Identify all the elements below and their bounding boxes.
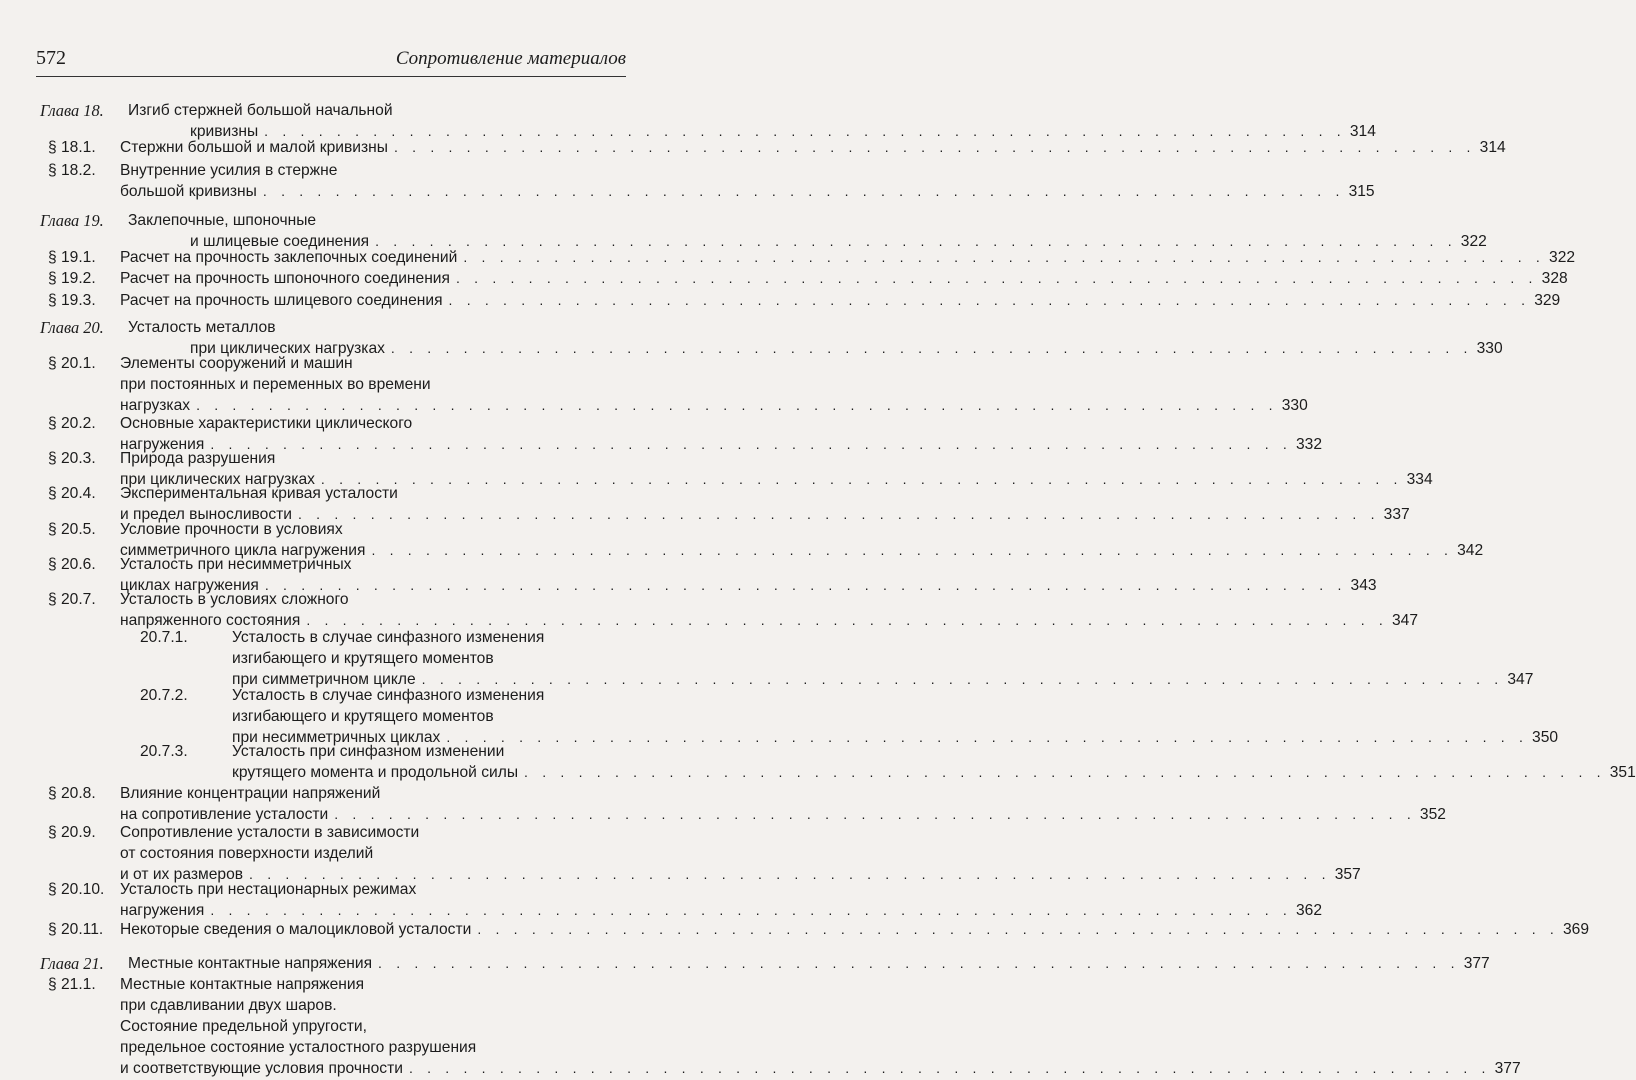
entry-title: нагружения xyxy=(120,436,205,453)
section-number: § 20.2. xyxy=(48,415,96,432)
dot-leader: . . . . . . . . . . . . . . . . . . . . . . . . . . . . . . . . . . . . . . . . . . . . . . . . . . . . . . . . . . . . xyxy=(477,921,1559,937)
entry-title: кривизны xyxy=(190,123,259,140)
page-ref: 332 xyxy=(1295,436,1323,453)
dot-leader: . . . . . . . . . . . . . . . . . . . . . . . . . . . . . . . . . . . . . . . . . . . . . . . . . . . . . . . . . . . . xyxy=(298,506,1380,522)
chapter-title-line xyxy=(128,100,626,121)
subsection-number: 20.7.2. xyxy=(140,687,188,704)
running-title: Сопротивление материалов xyxy=(395,48,626,69)
dot-leader: . . . . . . . . . . . . . . . . . . . . . . . . . . . . . . . . . . . . . . . . . . . . . . . . . . . . . . . . . . . . xyxy=(446,729,1529,745)
section-number: § 20.6. xyxy=(48,556,96,573)
chapter-label: Глава 20. xyxy=(40,318,104,337)
page-ref: 314 xyxy=(1349,123,1376,140)
entry-title: Усталость в случае синфазного изменения xyxy=(232,687,545,704)
section-title-line xyxy=(120,589,626,610)
section-number: § 19.1. xyxy=(48,249,96,266)
entry-title: циклах нагружения xyxy=(120,577,259,594)
subsection-title-line xyxy=(232,741,626,762)
dot-leader: . . . . . . . . . . . . . . . . . . . . . . . . . . . . . . . . . . . . . . . . . . . . . . . . . . . . . . . . . . . . xyxy=(264,577,1347,593)
entry-title: Расчет на прочность заклепочных соединений xyxy=(120,249,458,266)
entry-title: большой кривизны xyxy=(120,183,257,200)
entry-title: Усталость в случае синфазного изменения xyxy=(232,629,545,646)
entry-title: Влияние концентрации напряжений xyxy=(120,785,381,802)
dot-leader: . . . . . . . . . . . . . . . . . . . . . . . . . . . . . . . . . . . . . . . . . . . . . . . . . . . . . . . . . . . . xyxy=(375,233,1457,249)
section-number: § 20.1. xyxy=(48,355,96,372)
section-title-line xyxy=(120,995,626,1016)
dot-leader: . . . . . . . . . . . . . . . . . . . . . . . . . . . . . . . . . . . . . . . . . . . . . . . . . . . . . . . . . . . . xyxy=(463,249,1546,265)
entry-title: Усталость при нестационарных режимах xyxy=(120,881,417,898)
dot-leader: . . . . . . . . . . . . . . . . . . . . . . . . . . . . . . . . . . . . . . . . . . . . . . . . . . . . . . . . . . . . xyxy=(524,764,1606,780)
chapter-label: Глава 19. xyxy=(40,211,104,230)
section-number: § 20.9. xyxy=(48,824,96,841)
section-title-line xyxy=(120,290,1561,311)
subsection-title-line xyxy=(232,648,626,669)
section-number: § 18.1. xyxy=(48,139,96,156)
section-title-line xyxy=(120,554,626,575)
section-number: § 20.8. xyxy=(48,785,96,802)
entry-title: Внутренние усилия в стержне xyxy=(120,162,338,179)
dot-leader: . . . . . . . . . . . . . . . . . . . . . . . . . . . . . . . . . . . . . . . . . . . . . . . . . . . . . . . . . . . . xyxy=(334,806,1416,822)
section-title-line xyxy=(120,483,626,504)
page-ref: 369 xyxy=(1562,921,1590,938)
chapter-title-line xyxy=(128,210,626,231)
entry-title: Усталость в условиях сложного xyxy=(120,591,349,608)
entry-title: при циклических нагрузках xyxy=(190,340,385,357)
page-ref: 334 xyxy=(1406,471,1433,488)
section-title-line xyxy=(120,181,1375,202)
section-number: § 20.10. xyxy=(48,881,105,898)
entry-title: Сопротивление усталости в зависимости xyxy=(120,824,420,841)
entry-title: от состояния поверхности изделий xyxy=(120,845,374,862)
chapter-label: Глава 18. xyxy=(40,101,104,120)
chapter-label: Глава 21. xyxy=(40,954,104,973)
dot-leader: . . . . . . . . . . . . . . . . . . . . . . . . . . . . . . . . . . . . . . . . . . . . . . . . . . . . . . . . . . . . xyxy=(378,955,1460,971)
page-ref: 314 xyxy=(1479,139,1506,156)
section-title-line xyxy=(120,353,626,374)
section-title-line xyxy=(120,519,626,540)
page-ref: 352 xyxy=(1419,806,1446,823)
entry-title: симметричного цикла нагружения xyxy=(120,542,366,559)
section-title-line xyxy=(120,843,626,864)
entry-title: Усталость металлов xyxy=(128,319,276,336)
section-number: § 19.3. xyxy=(48,292,96,309)
dot-leader: . . . . . . . . . . . . . . . . . . . . . . . . . . . . . . . . . . . . . . . . . . . . . . . . . . . . . . . . . . . . xyxy=(210,902,1292,918)
page-ref: 362 xyxy=(1295,902,1323,919)
section-title-line xyxy=(120,919,1590,940)
page-ref: 357 xyxy=(1334,866,1361,883)
section-title-line xyxy=(120,247,1576,268)
subsection-number: 20.7.3. xyxy=(140,743,188,760)
page-ref: 322 xyxy=(1549,249,1576,266)
dot-leader: . . . . . . . . . . . . . . . . . . . . . . . . . . . . . . . . . . . . . . . . . . . . . . . . . . . . . . . . . . . . xyxy=(421,671,1504,687)
dot-leader: . . . . . . . . . . . . . . . . . . . . . . . . . . . . . . . . . . . . . . . . . . . . . . . . . . . . . . . . . . . . xyxy=(210,436,1292,452)
section-number: § 20.3. xyxy=(48,450,96,467)
section-title-line xyxy=(120,1037,626,1058)
entry-title: на сопротивление усталости xyxy=(120,806,329,823)
section-title-line xyxy=(120,900,1323,921)
section-number: § 20.11. xyxy=(48,921,104,938)
section-title-line xyxy=(120,822,626,843)
subsection-title-line xyxy=(232,627,626,648)
entry-title: Элементы сооружений и машин xyxy=(120,355,353,372)
section-title-line xyxy=(120,268,1568,289)
section-title-line xyxy=(120,448,626,469)
entry-title: напряженного состояния xyxy=(120,612,301,629)
chapter-title-line xyxy=(128,317,626,338)
dot-leader: . . . . . . . . . . . . . . . . . . . . . . . . . . . . . . . . . . . . . . . . . . . . . . . . . . . . . . . . . . . . xyxy=(196,397,1278,413)
section-title-line xyxy=(120,783,626,804)
section-number: § 18.2. xyxy=(48,162,96,179)
entry-title: и соответствующие условия прочности xyxy=(120,1060,403,1077)
subsection-title-line xyxy=(232,762,1636,783)
page-ref: 351 xyxy=(1609,764,1636,781)
dot-leader: . . . . . . . . . . . . . . . . . . . . . . . . . . . . . . . . . . . . . . . . . . . . . . . . . . . . . . . . . . . . xyxy=(264,123,1346,139)
page-ref: 322 xyxy=(1460,233,1487,250)
entry-title: и от их размеров xyxy=(120,866,244,883)
page-ref: 328 xyxy=(1541,270,1568,287)
page-number: 572 xyxy=(36,47,66,69)
page-ref: 315 xyxy=(1348,183,1375,200)
dot-leader: . . . . . . . . . . . . . . . . . . . . . . . . . . . . . . . . . . . . . . . . . . . . . . . . . . . . . . . . . . . . xyxy=(393,139,1476,155)
dot-leader: . . . . . . . . . . . . . . . . . . . . . . . . . . . . . . . . . . . . . . . . . . . . . . . . . . . . . . . . . . . . xyxy=(249,866,1331,882)
dot-leader: . . . . . . . . . . . . . . . . . . . . . . . . . . . . . . . . . . . . . . . . . . . . . . . . . . . . . . . . . . . . xyxy=(320,471,1403,487)
entry-title: при сдавливании двух шаров. xyxy=(120,997,337,1014)
section-number: § 20.7. xyxy=(48,591,96,608)
dot-leader: . . . . . . . . . . . . . . . . . . . . . . . . . . . . . . . . . . . . . . . . . . . . . . . . . . . . . . . . . . . . xyxy=(306,612,1388,628)
page-ref: 330 xyxy=(1281,397,1308,414)
subsection-title-line xyxy=(232,706,626,727)
entry-title: Состояние предельной упругости, xyxy=(120,1018,367,1035)
entry-title: Условие прочности в условиях xyxy=(120,521,343,538)
entry-title: при симметричном цикле xyxy=(232,671,416,688)
entry-title: Заклепочные, шпоночные xyxy=(128,212,317,229)
page-ref: 330 xyxy=(1476,340,1503,357)
dot-leader: . . . . . . . . . . . . . . . . . . . . . . . . . . . . . . . . . . . . . . . . . . . . . . . . . . . . . . . . . . . . xyxy=(371,542,1454,558)
entry-title: и предел выносливости xyxy=(120,506,292,523)
section-number: § 20.5. xyxy=(48,521,96,538)
entry-title: изгибающего и крутящего моментов xyxy=(232,650,494,667)
section-title-line xyxy=(120,879,626,900)
dot-leader: . . . . . . . . . . . . . . . . . . . . . . . . . . . . . . . . . . . . . . . . . . . . . . . . . . . . . . . . . . . . xyxy=(448,292,1531,308)
entry-title: Местные контактные напряжения xyxy=(128,955,373,972)
dot-leader: . . . . . . . . . . . . . . . . . . . . . . . . . . . . . . . . . . . . . . . . . . . . . . . . . . . . . . . . . . . . xyxy=(455,270,1538,286)
entry-title: Расчет на прочность шпоночного соединения xyxy=(120,270,450,287)
page-ref: 350 xyxy=(1532,729,1559,746)
page-ref: 343 xyxy=(1350,577,1377,594)
chapter-title-line xyxy=(128,953,1490,974)
entry-title: Усталость при синфазном изменении xyxy=(232,743,505,760)
entry-title: при несимметричных циклах xyxy=(232,729,441,746)
entry-title: изгибающего и крутящего моментов xyxy=(232,708,494,725)
page-ref: 377 xyxy=(1463,955,1490,972)
entry-title: Местные контактные напряжения xyxy=(120,976,365,993)
page-ref: 342 xyxy=(1457,542,1484,559)
entry-title: крутящего момента и продольной силы xyxy=(232,764,519,781)
entry-title: Расчет на прочность шлицевого соединения xyxy=(120,292,443,309)
section-title-line xyxy=(120,374,626,395)
section-title-line xyxy=(120,137,1506,158)
section-title-line xyxy=(120,160,626,181)
subsection-number: 20.7.1. xyxy=(140,629,188,646)
section-title-line xyxy=(120,1058,1521,1079)
entry-title: при постоянных и переменных во времени xyxy=(120,376,431,393)
section-title-line xyxy=(120,974,626,995)
entry-title: Некоторые сведения о малоцикловой усталости xyxy=(120,921,472,938)
section-number: § 19.2. xyxy=(48,270,96,287)
page-ref: 347 xyxy=(1507,671,1534,688)
section-number: § 21.1. xyxy=(48,976,96,993)
page-ref: 347 xyxy=(1391,612,1419,629)
page-ref: 337 xyxy=(1383,506,1410,523)
entry-title: и шлицевые соединения xyxy=(190,233,370,250)
subsection-title-line xyxy=(232,685,626,706)
dot-leader: . . . . . . . . . . . . . . . . . . . . . . . . . . . . . . . . . . . . . . . . . . . . . . . . . . . . . . . . . . . . xyxy=(262,183,1345,199)
dot-leader: . . . . . . . . . . . . . . . . . . . . . . . . . . . . . . . . . . . . . . . . . . . . . . . . . . . . . . . . . . . . xyxy=(408,1060,1491,1076)
entry-title: нагружения xyxy=(120,902,205,919)
entry-title: Стержни большой и малой кривизны xyxy=(120,139,388,156)
section-number: § 20.4. xyxy=(48,485,96,502)
entry-title: Основные характеристики циклического xyxy=(120,415,413,432)
section-title-line xyxy=(120,413,626,434)
entry-title: нагрузках xyxy=(120,397,191,414)
dot-leader: . . . . . . . . . . . . . . . . . . . . . . . . . . . . . . . . . . . . . . . . . . . . . . . . . . . . . . . . . . . . xyxy=(390,340,1473,356)
entry-title: Изгиб стержней большой начальной xyxy=(128,102,393,119)
section-title-line xyxy=(120,1016,626,1037)
entry-title: Усталость при несимметричных xyxy=(120,556,352,573)
entry-title: Экспериментальная кривая усталости xyxy=(120,485,398,502)
entry-title: при циклических нагрузках xyxy=(120,471,315,488)
entry-title: предельное состояние усталостного разрушения xyxy=(120,1039,477,1056)
page-ref: 329 xyxy=(1534,292,1561,309)
entry-title: Природа разрушения xyxy=(120,450,276,467)
page-ref: 377 xyxy=(1494,1060,1521,1077)
